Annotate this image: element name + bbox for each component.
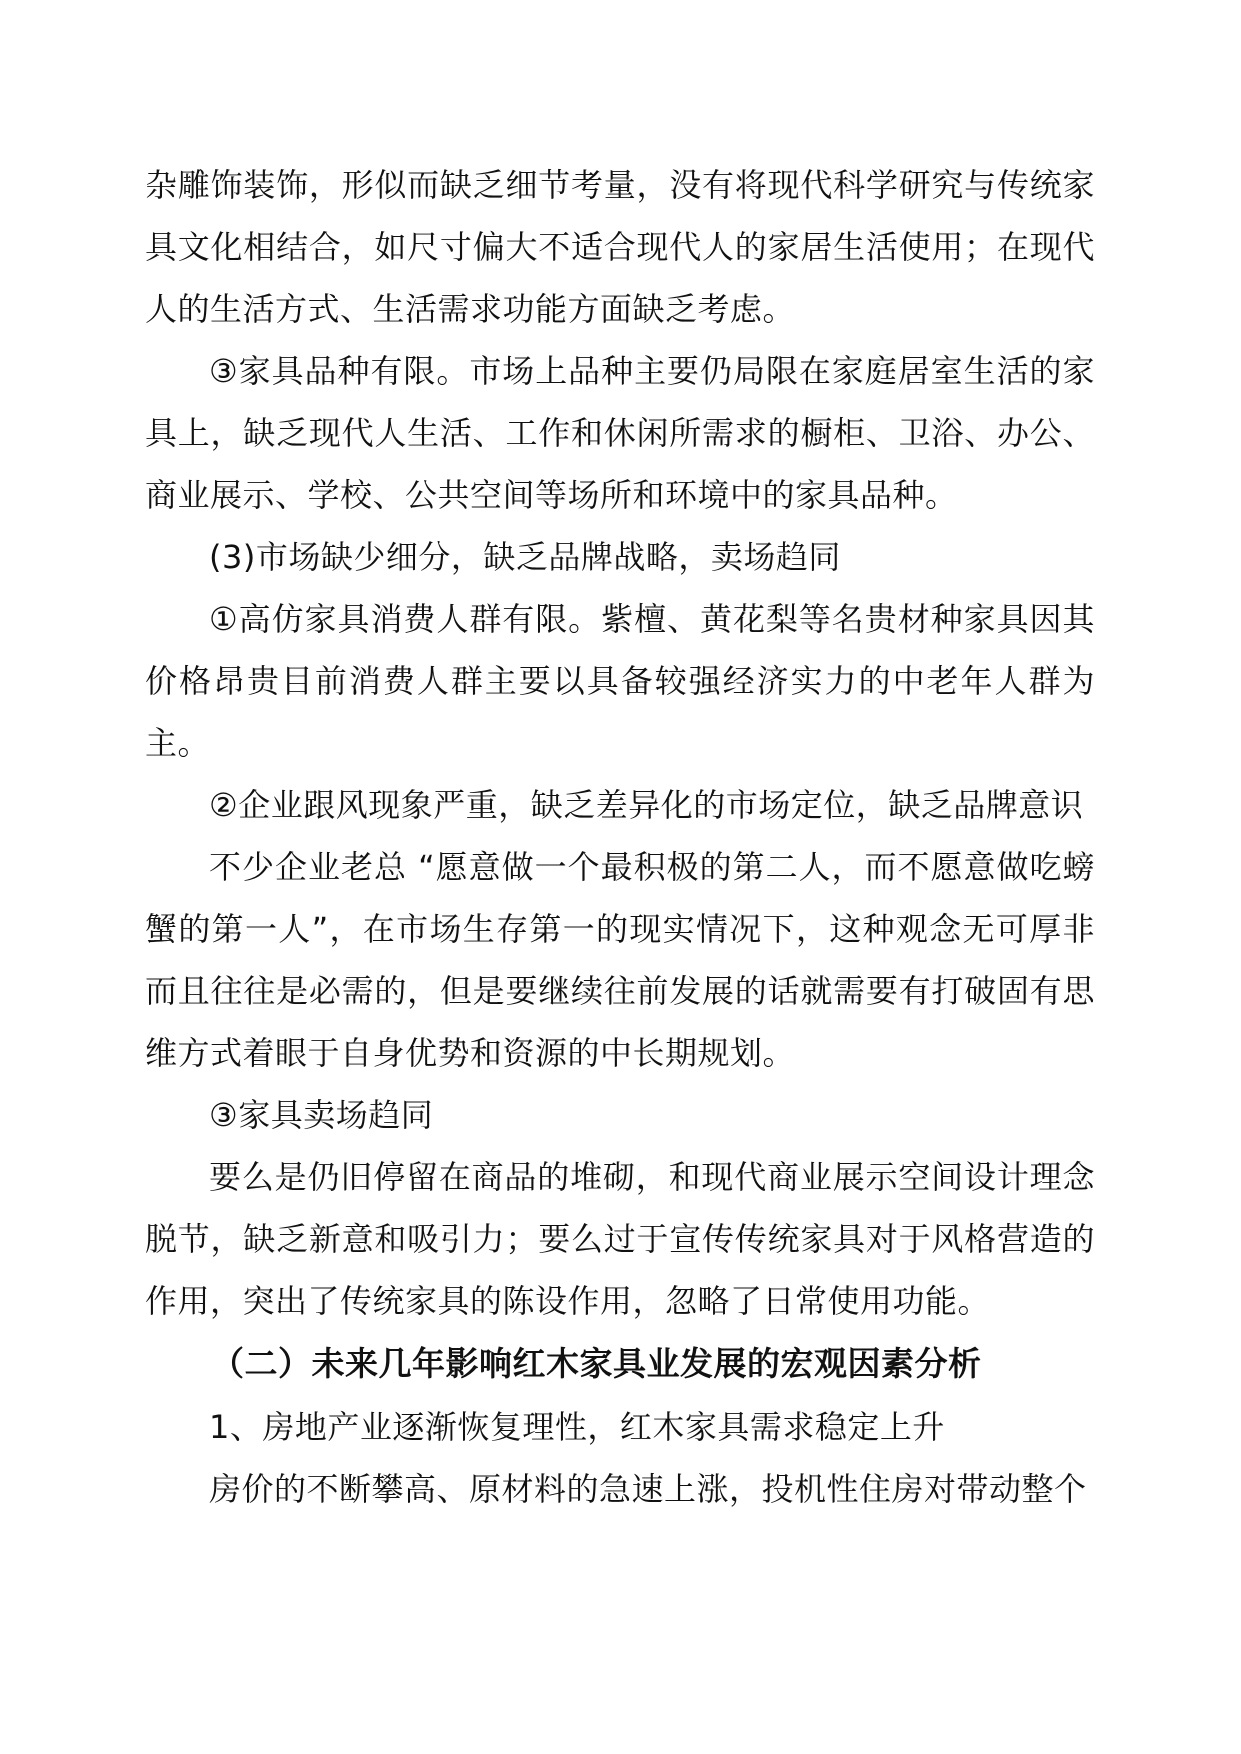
document-body bbox=[145, 154, 1095, 1520]
paragraph-6: 不少企业老总 “愿意做一个最积极的第二人，而不愿意做吃螃蟹的第一人”，在市场生存第一的现实情况下，这种观念无可厚非而且往往是必需的，但是要继续往前发展的话就需要有打破固有思维方式着眼于自身优势和资源的中长期规划。 bbox=[145, 848, 1095, 1072]
section-heading: （二）未来几年影响红木家具业发展的宏观因素分析 bbox=[211, 1344, 982, 1383]
paragraph-7: ③家具卖场趋同 bbox=[209, 1096, 434, 1134]
paragraph-4: ①高仿家具消费人群有限。紫檀、黄花梨等名贵材种家具因其价格昂贵目前消费人群主要以具备较强经济实力的中老年人群为主。 bbox=[145, 600, 1095, 762]
paragraph-1: 杂雕饰装饰，形似而缺乏细节考量，没有将现代科学研究与传统家具文化相结合，如尺寸偏大不适合现代人的家居生活使用；在现代人的生活方式、生活需求功能方面缺乏考虑。 bbox=[145, 166, 1095, 328]
paragraph-5: ②企业跟风现象严重，缺乏差异化的市场定位，缺乏品牌意识 bbox=[209, 786, 1084, 824]
paragraph-8: 要么是仍旧停留在商品的堆砌，和现代商业展示空间设计理念脱节，缺乏新意和吸引力；要么过于宣传传统家具对于风格营造的作用，突出了传统家具的陈设作用，忽略了日常使用功能。 bbox=[145, 1158, 1095, 1320]
paragraph-last: 房价的不断攀高、原材料的急速上涨，投机性住房对带动整个 bbox=[209, 1470, 1087, 1508]
paragraph-2: ③家具品种有限。市场上品种主要仍局限在家庭居室生活的家具上，缺乏现代人生活、工作和休闲所需求的橱柜、卫浴、办公、商业展示、学校、公共空间等场所和环境中的家具品种。 bbox=[145, 352, 1095, 514]
subheading: 1、房地产业逐渐恢复理性，红木家具需求稳定上升 bbox=[209, 1408, 945, 1446]
paragraph-3: (3)市场缺少细分，缺乏品牌战略，卖场趋同 bbox=[209, 538, 841, 576]
